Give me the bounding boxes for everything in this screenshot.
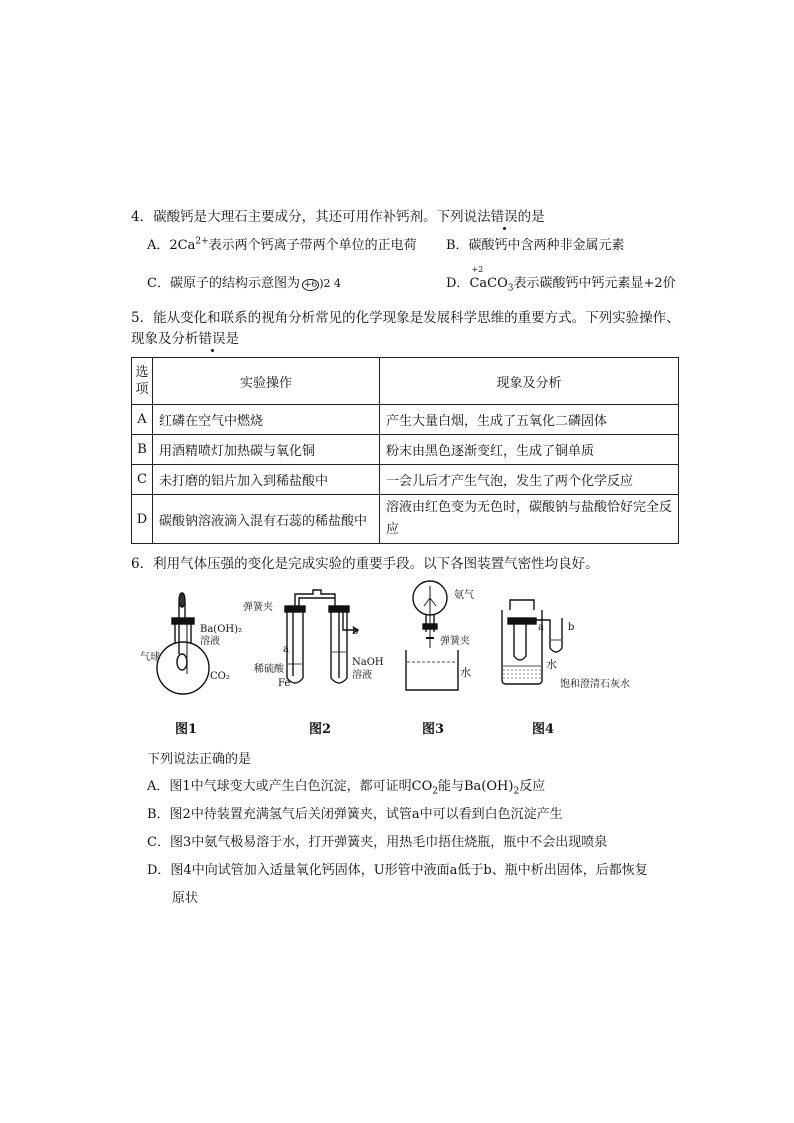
- row-operation: 红磷在空气中燃烧: [153, 405, 380, 435]
- q4-option-c: [147, 272, 341, 291]
- q5-emphasis: 错误: [198, 331, 226, 347]
- figure-4-caption: 图4: [532, 722, 555, 737]
- row-option: A: [132, 405, 153, 435]
- fig2-naoh-label: [352, 656, 384, 682]
- fig2-solution: 溶液: [352, 670, 372, 681]
- fig4-b-label: b: [568, 622, 575, 633]
- q5-line2-end: 是: [225, 331, 239, 347]
- figure-3-caption: 图3: [422, 722, 445, 737]
- row-result: 粉末由黑色逐渐变红，生成了铜单质: [380, 435, 679, 465]
- q5-line1: 5．能从变化和联系的视角分析常见的化学现象是发展科学思维的重要方式。下列实验操作、: [131, 310, 680, 326]
- row-operation: 碳酸钠溶液滴入混有石蕊的稀盐酸中: [153, 495, 380, 544]
- atom-shells: )2 4: [319, 277, 342, 290]
- ca-charge: +2: [471, 265, 484, 274]
- co-text: CO: [487, 276, 508, 291]
- q6-option-a-sub2: 2: [513, 786, 520, 797]
- fig4-a-label: a: [538, 622, 544, 633]
- fig2-clip-label: 弹簧夹: [243, 602, 273, 613]
- row-result: 溶液由红色变为无色时，碳酸钠与盐酸恰好完全反应: [380, 495, 679, 544]
- q4-option-a: [147, 234, 417, 253]
- q6-option-d-line2: 原状: [172, 891, 199, 906]
- row-operation: 用酒精喷灯加热碳与氧化铜: [153, 435, 380, 465]
- q4-option-c-pre: C．碳原子的结构示意图为: [147, 276, 300, 291]
- q4-stem: [131, 205, 545, 225]
- q6-prompt: 下列说法正确的是: [147, 752, 252, 767]
- q5-line2: [131, 327, 239, 347]
- fig1-solution: 溶液: [200, 636, 220, 647]
- fig2-naoh: NaOH: [352, 657, 384, 668]
- fig2-tube-a-label: a: [283, 644, 289, 655]
- q6-option-a-sub: 2: [432, 786, 438, 797]
- q6-option-a-pre: A．图1中气球变大或产生白色沉淀，都可证明CO: [147, 779, 433, 794]
- header-option: 选项: [132, 358, 153, 405]
- q5-table: [131, 357, 679, 544]
- row-result: 产生大量白烟，生成了五氧化二磷固体: [380, 405, 679, 435]
- row-result: 一会儿后才产生气泡，发生了两个化学反应: [380, 465, 679, 495]
- row-option: C: [132, 465, 153, 495]
- q4-option-a-pre: A．2Ca: [147, 238, 196, 253]
- table-row: [132, 405, 679, 435]
- table-row: [132, 435, 679, 465]
- fig1-balloon-label: 气球: [140, 652, 160, 663]
- fig3-ammonia-label: 氨气: [454, 590, 474, 601]
- fig2-fe-label: Fe: [278, 678, 291, 689]
- fig2-tube-b-label: b: [352, 626, 359, 637]
- q6-option-a-end: 反应: [519, 779, 546, 794]
- q6-option-b: B．图2中待装置充满氢气后关闭弹簧夹，试管a中可以看到白色沉淀产生: [147, 807, 563, 822]
- fig2-acid-label: 稀硫酸: [254, 664, 284, 675]
- q4-emphasis: 错误: [490, 209, 518, 225]
- q4-option-d-pre: D．: [446, 276, 470, 291]
- q4-option-d-post: 表示碳酸钙中钙元素显+2价: [513, 276, 676, 291]
- table-row: [132, 495, 679, 544]
- q6-option-d-line1: D．图4中向试管加入适量氧化钙固体，U形管中液面a低于b、瓶中析出固体，后都恢复: [147, 863, 648, 878]
- co3-sub: 3: [507, 283, 514, 294]
- q4-stem-end: 的是: [517, 209, 545, 225]
- row-option: D: [132, 495, 153, 544]
- fig4-limewater-label: 饱和澄清石灰水: [560, 679, 630, 690]
- q5-line2-pre: 现象及分析: [131, 331, 199, 347]
- fig3-clip-label: 弹簧夹: [440, 636, 470, 647]
- q6-option-c: C．图3中氨气极易溶于水，打开弹簧夹，用热毛巾捂住烧瓶，瓶中不会出现喷泉: [147, 835, 608, 850]
- q4-option-a-post: 表示两个钙离子带两个单位的正电荷: [208, 238, 417, 253]
- ca-symbol: [469, 265, 488, 291]
- q6-option-a-mid: 能与Ba(OH): [438, 779, 514, 794]
- ca-text: Ca: [469, 276, 488, 291]
- table-row: [132, 465, 679, 495]
- fig1-reagent-label: [200, 624, 242, 648]
- figure-2-caption: 图2: [309, 722, 332, 737]
- q4-option-d: [446, 265, 676, 294]
- q4-stem-text: 4．碳酸钙是大理石主要成分，其还可用作补钙剂。下列说法: [131, 209, 491, 225]
- row-operation: 未打磨的铝片加入到稀盐酸中: [153, 465, 380, 495]
- row-option: B: [132, 435, 153, 465]
- header-result: 现象及分析: [380, 358, 679, 405]
- q6-option-a: [147, 775, 545, 797]
- atom-nucleus: +6: [303, 280, 318, 290]
- fig1-co2-label: CO₂: [210, 671, 230, 682]
- fig4-water-label: 水: [546, 658, 557, 671]
- q4-option-a-sup: 2+: [195, 236, 209, 247]
- header-operation: 实验操作: [153, 358, 380, 405]
- table-header-row: [132, 358, 679, 405]
- figure-1-caption: 图1: [175, 722, 198, 737]
- q4-option-b: B．碳酸钙中含两种非金属元素: [446, 238, 625, 253]
- q6-stem: 6．利用气体压强的变化是完成实验的重要手段。以下各图装置气密性均良好。: [131, 556, 599, 572]
- fig3-water-label: 水: [460, 666, 471, 679]
- fig1-baoh2: Ba(OH)₂: [200, 624, 243, 635]
